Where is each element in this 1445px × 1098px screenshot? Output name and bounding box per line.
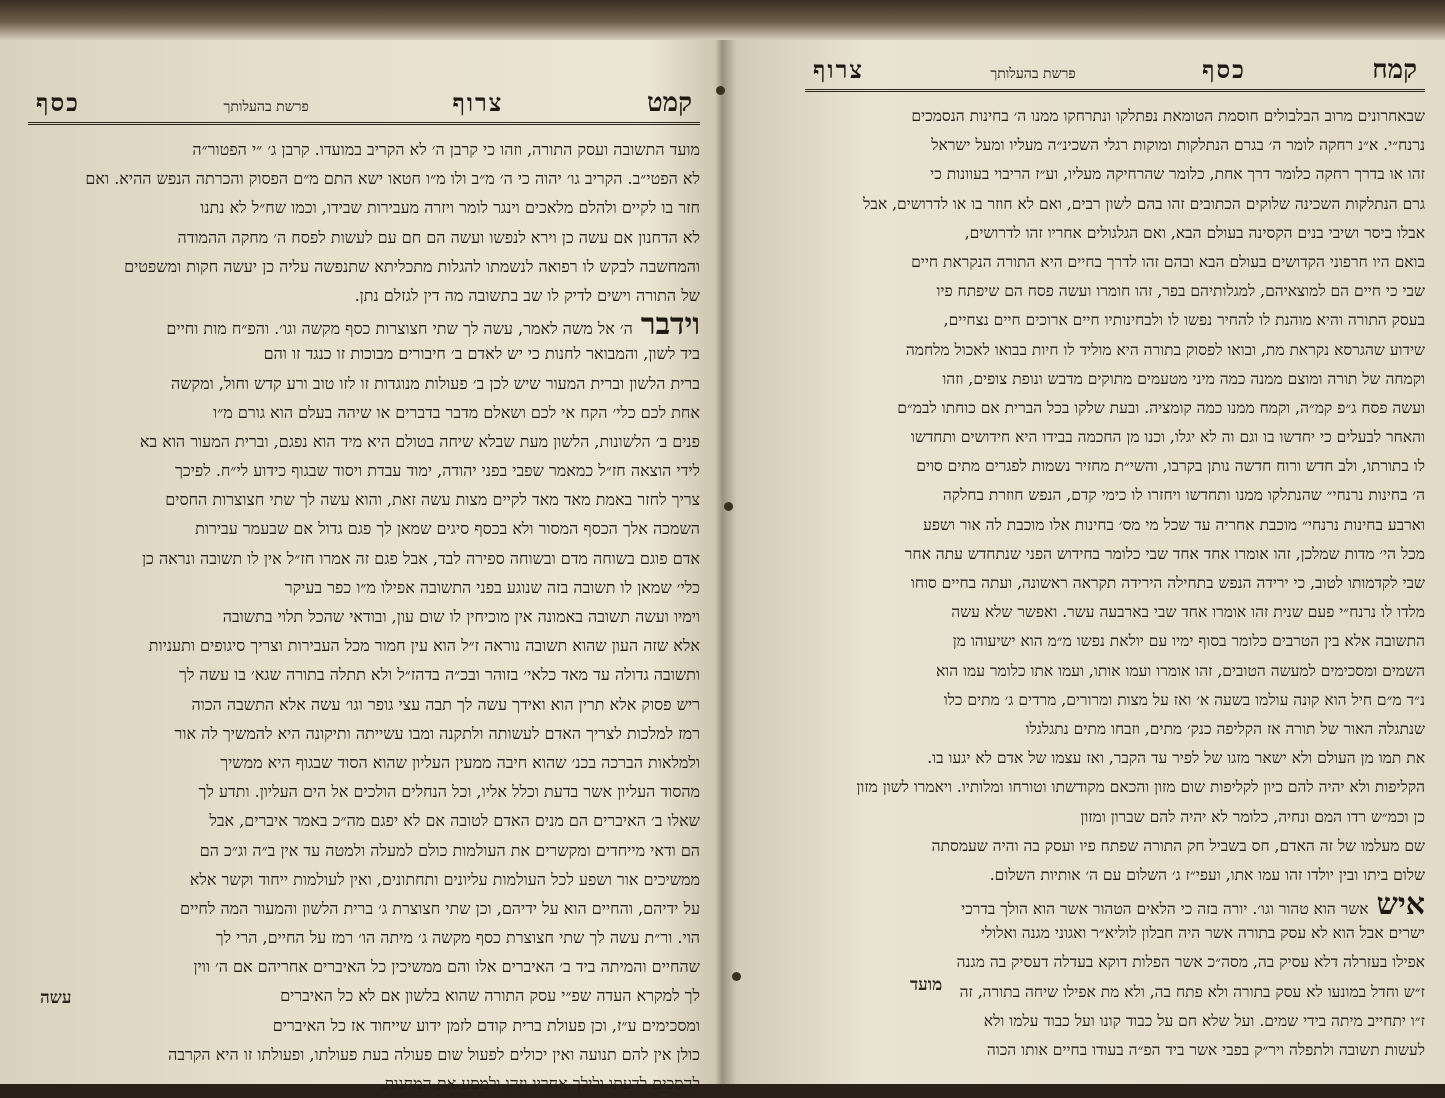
line-text: שבי לקדמותו לטוב, כי ירידה הנפש בתחילה הירידה תקראה ראשונה, ועתה בחיים סוחו	[910, 574, 1425, 592]
line-text: אבלו ביסר ושיבי בנים הקסינה בעולם הבא, ואם הגלגולים אחריו זהו לדרושים,	[964, 223, 1425, 242]
header-word: צרוף	[813, 55, 864, 84]
text-line	[805, 803, 1425, 832]
text-line	[805, 481, 1425, 510]
line-text: אדם פוגם בשוחה מדם ובשוחה ספירה לבד, אבל פגם זה אמרו חז״ל אין לו תשובה ונראה כן	[141, 548, 700, 568]
text-line	[28, 952, 700, 981]
line-text: לעשות תשובה ולתפלה ויר״ק בפבי אשר ביד הפ״ה בעודו בחיים אותו הכוה	[986, 1041, 1425, 1059]
binding-stitch	[724, 502, 733, 511]
line-text: ומסכימים ע״ז, וכן פעולת ברית קודם לזמן ידוע שייחוד אז כל האיברים	[272, 1015, 700, 1035]
parsha-title: פרשת בהעלותך	[990, 66, 1076, 82]
line-text: לו בתורתו, ולב חדש ורוח חדשה נותן בקרבו, והשי״ת מחזיר נשמות לפגרים מתים סוים	[916, 457, 1425, 476]
text-line	[805, 919, 1425, 948]
line-text: רמז למלכות לצריך האדם לעשותה ולתקנה ומבו עשייתה ותיקונה היא להמשיך לה אור	[174, 723, 700, 743]
text-line	[28, 164, 700, 193]
text-line	[28, 981, 700, 1010]
left-page	[28, 88, 700, 1098]
line-text: ולמלאות הברכה בכנ׳ שהוא חיבה ממעין העליון שהוא הסוד שבגוף היא ממשיך	[220, 752, 700, 772]
text-line	[805, 394, 1425, 423]
line-text: מלדו לו נרנח״י פעם שנית זהו אומרו אחד שבי בארבעה עשר. ואפשר שלא עשה	[951, 603, 1425, 622]
line-text: שלום ביתו ובין יולדו זהו עמו אתו, ועפי״ז ג׳ השלום עם ה׳ אותיות השלום.	[989, 865, 1425, 884]
line-text: הם ודאי מייחדים ומקשרים את העולמות כולם למעלה ולמטה עד אין ב״ה וג״כ הם	[199, 840, 700, 860]
line-text: כן וכמ״ש רדו המם ונחיה, כלומר לא יהיה להם שברון ומזון	[1080, 807, 1425, 826]
line-text: גרם הנתלקות השכינה שלוקים הכתובים זהו בהם לשון רבים, ואם לא חוזר בו או לדרושים, אבל	[863, 194, 1425, 213]
line-text: וימיו ועשה תשובה באמונה אין מוכיחין לו שום עון, ובודאי שהכל תלוי בתשובה	[222, 607, 700, 626]
text-line	[805, 715, 1425, 744]
text-line	[805, 102, 1425, 131]
line-text: בעסק התורה והיא מוהנת לו להחיר נפשו לו ולבחינותיו חיים ארוכים חיים נצחיים,	[943, 311, 1425, 330]
text-line	[805, 744, 1425, 773]
text-line	[28, 485, 700, 514]
text-line	[28, 456, 700, 485]
opening-word: איש	[1376, 890, 1425, 920]
right-page-body	[805, 102, 1425, 1065]
text-line	[805, 277, 1425, 306]
text-line	[805, 452, 1425, 481]
text-line	[28, 690, 700, 719]
header-word: כסף	[36, 88, 80, 117]
line-text: שידוע שהגרסא נקראת מת, ובואו לפסוק בתורה היא מוליד לו חיות בבואו לאכול מלחמה	[905, 340, 1425, 359]
text-line	[28, 310, 700, 339]
text-line	[805, 160, 1425, 189]
text-line	[28, 836, 700, 865]
line-text: וקמחה של תורה ומוצם ממנה כמה מיני מטעמים מתוקים מדבש ונופת צופים, וזהו	[942, 369, 1425, 388]
line-text: על ידיהם, והחיים הוא על ידיהם, וכן שתי חצוצרת ג׳ ברית הלשון והמעור המה לחיים	[180, 898, 700, 918]
text-line	[805, 190, 1425, 219]
text-line	[805, 832, 1425, 861]
line-text: שהחיים והמיתה ביד ב׳ האיברים אלו והם ממשיכין כל האיברים אחריהם אם ה׳ ווין	[193, 957, 700, 977]
line-text: לא הפטי״ב. הקריב גו׳ יהוה כי ה׳ מ״ב ולו מ״ו חטאו ישא התם מ״ם הפסוק והכרתה הנפש ההיא. ואם	[85, 169, 700, 189]
line-text: פנים ב׳ הלשונות, הלשון מעת שבלא שיחה בטולם היא מיד הוא נפגם, וברית המעור הוא בא	[139, 431, 700, 451]
line-text: לא הדחנון אם עשה כן וירא לנפשו ועשה הם חם עם לעשות לפסח ה׳ מחקה ההמודה	[177, 227, 700, 247]
text-line	[805, 773, 1425, 802]
line-text: את תמו מן העולם ולא ישאר מזגו של לפיר עד הקבר, ואז עצמו של אדם לא יגעו בו.	[927, 749, 1425, 768]
line-text: שבאחרונים מרוב הבלבולים חוסמת הטומאת נפתלקו ונתרחקו ממנו ה׳ בחינות הנסמכים	[911, 107, 1425, 125]
text-line	[28, 223, 700, 252]
text-line	[805, 978, 1425, 1007]
text-line	[805, 336, 1425, 365]
header-word: צרוף	[452, 88, 504, 117]
text-line	[805, 248, 1425, 277]
line-text: השמכה אלך הכסף המסור ולא בכסף סיגים שמאן לך פגם גדול אם שבעמר עבירות	[195, 519, 700, 539]
line-text: לידי הוצאה חז״ל כמאמר שפבי בפני יהודה, ימוד עבדת ויסוד שבגוף כידוע לי״ח. לפיכך	[175, 461, 700, 481]
text-line	[805, 861, 1425, 890]
right-page	[805, 55, 1425, 1065]
line-text: מועד התשובה ועסק התורה, וזהו כי קרבן ה׳ לא הקריב במועדו. קרבן ג׳ ״י הפטור״ה	[192, 140, 700, 159]
line-text: של התורה וישים לדיק לו שב בתשובה מה דין לגזלם נתן.	[354, 285, 700, 305]
line-text: אפילו בעזרלה דלא עסיק בה, מסה״כ אשר הפלות דוקא בעדלה דעסיק בה מגנה	[956, 953, 1425, 972]
binding-stitch	[732, 972, 741, 981]
text-line	[28, 1011, 700, 1040]
line-text: ועשה פסח ג״פ קמ״ה, וקמח ממנו כמה קומציה. ובעת שלקו בכל הברית אם כוחתו לבמ״ם	[897, 398, 1425, 417]
line-text: להסכים לדעתו ולילך אחריו וזהו ולמסע את המחנות.	[379, 1074, 700, 1093]
text-line	[28, 748, 700, 777]
line-text: הקליפות ולא יהיה להם כיון לקליפות שום מזון והכאם מקודשתו וטורחו ומלותיו. ויאמרו לשון מזון	[856, 778, 1425, 797]
line-text: ברית הלשון וברית המעור שיש לכן ב׳ פעולות מנוגדות זו לזו טוב ורע קדש וחול, ומקשה	[171, 373, 700, 393]
text-line	[805, 540, 1425, 569]
line-text: שנתגלה האור של תורה אז הקליפה כנק׳ מתים, וזבחו מתים נתגלגלו	[1025, 719, 1425, 738]
text-line	[805, 686, 1425, 715]
line-text: ה׳ אל משה לאמר, עשה לך שתי חצוצרות כסף מקשה וגו׳. והפ״ח מות וחיים	[166, 319, 633, 339]
line-text: נ״ד מ״ם חיל הוא קונה עולמו בשעה א׳ ואז על מצות ומרורים, מרדים ג׳ מתים כלו	[943, 690, 1425, 709]
line-text: כלי׳ שמאן לו תשובה בזה שנוגע בפני התשובה אפילו מ״ו כפר בעיקר	[284, 577, 700, 597]
text-line	[28, 252, 700, 281]
line-text: אלא שזה העון שהוא תשובה נוראה ז״ל הוא עין חמור מכל העבירות וצריך סיגופים ותעניות	[148, 636, 700, 656]
text-line	[805, 1007, 1425, 1036]
line-text: לך למקרא העדה שפ״י עסק התורה שהוא בלשון אם לא כל האיברים	[280, 986, 700, 1006]
line-text: צריך לחזר באמת מאד מאד לקיים מצות עשה זאת, והוא עשה לך שתי חצוצרות החסים	[165, 490, 700, 510]
line-text: נרנח״י. א״נ רחקה לומר ה׳ בגרם הנתלקות ומוקות רגלי השכינ״ה מעליו ומעל ישראל	[931, 136, 1425, 155]
text-line	[28, 719, 700, 748]
text-line	[28, 1040, 700, 1069]
line-text: והמחשבה לבקש לו רפואה לנשמתו להגלות מתכליתא שתנפשה עליה כן יעשה חקות ומשפטים	[124, 256, 700, 276]
text-line	[28, 923, 700, 952]
text-line	[805, 131, 1425, 160]
line-text: אשר הוא טהור וגו׳. יורה בזה כי הלאים הטהור אשר הוא הולך בדרכי	[961, 900, 1369, 919]
text-line	[805, 1036, 1425, 1065]
line-text: ז״ש וחדל במונעו לא עסק בתורה ולא פתח בה, ולא מת אפילו שיחה בתורה, זה	[959, 982, 1425, 1001]
text-line	[28, 602, 700, 631]
text-line	[28, 193, 700, 222]
line-text: ריש פסוק אלא תרין הוא ואידך עשה לך תבה עצי גופר וגו׳ עשה אלא התשבה הכוה	[191, 694, 700, 714]
right-page-catchword: מועד	[910, 975, 943, 995]
text-line	[805, 657, 1425, 686]
text-line	[805, 627, 1425, 656]
text-line	[805, 423, 1425, 452]
line-text: ותשובה גדולה עד מאד כלאי׳ בזוהר ובכ״ה בדהז״ל ולא תתלה בתורה שגא׳ בו עשה לך	[179, 665, 700, 685]
text-line	[805, 306, 1425, 335]
opening-word: וידבר	[640, 310, 700, 340]
line-text: שאלו ב׳ האיברים הם מנים האדם לטובה אם לא יפגם מה״כ באמר איברים, אבל	[209, 811, 700, 831]
line-text: מכל הי׳ מדות שמלכן, זהו אומרו אחד אחד שבי כלומר בחידוש הפני שנתחדש עתה אחר	[904, 544, 1425, 563]
text-line	[28, 135, 700, 164]
header-word: כסף	[1202, 55, 1246, 84]
line-text: שם מעלמו של זה האדם, חס בשביל חק התורה שפתח פיו ועסק בה והיה שעמסתה	[931, 836, 1425, 855]
text-line	[805, 598, 1425, 627]
text-line	[805, 365, 1425, 394]
background-strip	[0, 0, 1445, 40]
line-text: כולן אין להם תנועה ואין יכולים לפעול שום פעולה בעת פעולתו, ופעולתו זו היא הקרבה	[168, 1044, 700, 1064]
line-text: ה׳ בחינות נרנחי״ שהנתלקו ממנו ותחדשו ויחזרו לו כימי קדם, הנפש חוזרת בחלקה	[942, 486, 1425, 505]
right-page-header	[805, 55, 1425, 92]
text-line	[28, 281, 700, 310]
text-line	[28, 865, 700, 894]
line-text: וארבע בחינות נרנחי״ מוכבת אחריה עד שכל מי מס׳ בחינות אלו מוכבת לה אור ושפע	[923, 515, 1425, 534]
line-text: שבי כי חיים הם למוצאיהם, למגלותיהם בפר, זהו חומרו ועשה פסח הם שיפתח פיו	[936, 282, 1425, 301]
line-text: מהסוד העליון אשר בדעת וכלל אליו, וכל הנחלים הולכים אל הים העליון. ותדע לך	[198, 782, 700, 802]
text-line	[805, 890, 1425, 919]
text-line	[28, 544, 700, 573]
text-line	[28, 660, 700, 689]
text-line	[28, 369, 700, 398]
line-text: זהו או בדרך רחקה כלומר דרך אחת, כלומר שהרחיקה מעליו, וע״ז הריבוי בעוונות כי	[930, 165, 1425, 184]
text-line	[805, 511, 1425, 540]
line-text: השמים ומסכימים למעשה הטובים, זהו אומרו ועמו אותו, ועמו אתו כלומר עמו הוא	[935, 661, 1425, 680]
page-number: קמח	[1372, 55, 1417, 85]
line-text: ז״ו יתחייב מיתה בידי שמים. ועל שלא חם על כבוד קונו ועל כבוד עלמו ולא	[983, 1011, 1425, 1030]
text-line	[28, 339, 700, 368]
line-text: חזר בו לקיים ולהלם מלאכים וינגר לומר ויזרה מעבירות שבידו, וכמו שח״ל לא נתנו	[200, 198, 700, 218]
text-line	[28, 514, 700, 543]
parsha-title: פרשת בהעלותך	[223, 99, 309, 115]
line-text: הוי. ור״ת עשה לך שתי חצוצרת כסף מקשה ג׳ מיתה הו׳ רמז על החיים, הרי לך	[215, 928, 700, 948]
text-line	[805, 569, 1425, 598]
text-line	[28, 631, 700, 660]
line-text: התשובה אלא בין הטרבים כלומר בסוף ימיו עם יולאת נפשו מ״מ הוא ישיעוהו מן	[952, 632, 1425, 651]
left-page-body	[28, 135, 700, 1098]
binding-stitch	[716, 86, 725, 95]
text-line	[805, 948, 1425, 977]
text-line	[28, 806, 700, 835]
line-text: ביד לשון, והמבואר לחנות כי יש לאדם ב׳ חיבורים מבוכות זו כנגד זו והם	[263, 344, 700, 364]
text-line	[805, 219, 1425, 248]
line-text: אחת לכם כלי׳ הקח אי לכם ושאלם מדבר בדברים או שיהה בעלם הוא גורם מ״ו	[213, 402, 700, 422]
text-line	[28, 398, 700, 427]
text-line	[28, 427, 700, 456]
page-number: קמט	[646, 88, 692, 118]
text-line	[28, 894, 700, 923]
left-page-catchword: עשה	[40, 988, 72, 1008]
text-line	[28, 573, 700, 602]
text-line	[28, 777, 700, 806]
line-text: בואם היו חרפוני הקדושים בעולם הבא ובהם זהו לדרך בחיים היא התורה הנקראת חיים	[911, 252, 1425, 271]
line-text: ממשיכים אור ושפע לכל העולמות עליונים ותחתונים, ואין לעולמות ייחוד וקשר אלא	[189, 869, 700, 889]
line-text: והאחר לבעלים כי יחדשו בו וגם וה לא יגלו, וכנו מן החכמה בבידו היא חידושים ותחדשו	[910, 428, 1425, 447]
left-page-header	[28, 88, 700, 125]
line-text: ישרים אבל הוא לא עסק בתורה אשר היה חבלון לוליא״ר ואגוני מגנה ואלולי	[980, 924, 1425, 943]
